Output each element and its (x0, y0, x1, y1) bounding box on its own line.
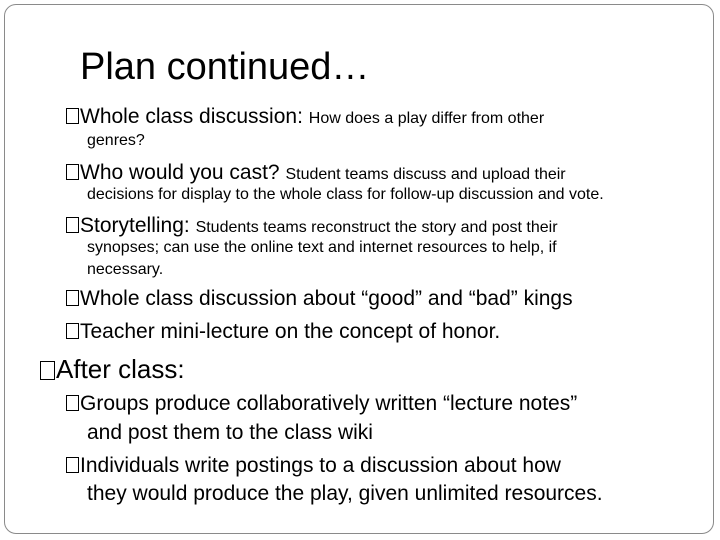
bullet-item-storytelling (66, 213, 558, 241)
slide-title: Plan continued… (80, 46, 370, 88)
bullet-square-icon (66, 164, 79, 180)
bullet-detail: Students teams reconstruct the story and post their (195, 219, 558, 236)
bullet-square-icon (40, 361, 55, 380)
bullet-detail: Student teams discuss and upload their (285, 166, 566, 183)
bullet-square-icon (66, 290, 79, 306)
bullet-item-whole-class-discussion (66, 104, 544, 132)
bullet-item-mini-lecture (66, 319, 500, 345)
bullet-square-icon (66, 108, 79, 124)
bullet-heading: Whole class discussion about “good” and “bad” kings (80, 287, 573, 310)
bullet-square-icon (66, 395, 79, 411)
bullet-item-who-would-you-cast (66, 160, 566, 188)
after-class-item-groups (66, 391, 577, 417)
after-class-heading (40, 354, 185, 384)
bullet-heading: Who would you cast? (80, 161, 280, 184)
after-class-item-individuals (66, 453, 561, 479)
bullet-detail-continuation: genres? (87, 132, 145, 149)
bullet-heading: Storytelling: (80, 214, 190, 237)
bullet-detail-continuation: decisions for display to the whole class for follow-up discussion and vote. (87, 186, 604, 203)
bullet-detail-continuation: necessary. (87, 261, 164, 278)
bullet-square-icon (66, 217, 79, 233)
bullet-heading: Teacher mini-lecture on the concept of honor. (80, 320, 501, 343)
bullet-text-continuation: they would produce the play, given unlimited resources. (87, 482, 603, 505)
bullet-square-icon (66, 457, 79, 473)
bullet-detail: How does a play differ from other (308, 110, 545, 127)
bullet-text: Groups produce collaboratively written “lecture notes” (80, 392, 578, 415)
bullet-item-kings-discussion (66, 286, 573, 312)
bullet-square-icon (66, 323, 79, 339)
bullet-text-continuation: and post them to the class wiki (87, 421, 373, 444)
bullet-detail-continuation: synopses; can use the online text and internet resources to help, if (87, 239, 557, 256)
after-class-label: After class: (56, 354, 185, 384)
bullet-text: Individuals write postings to a discussion about how (80, 454, 561, 477)
bullet-heading: Whole class discussion: (80, 105, 303, 128)
